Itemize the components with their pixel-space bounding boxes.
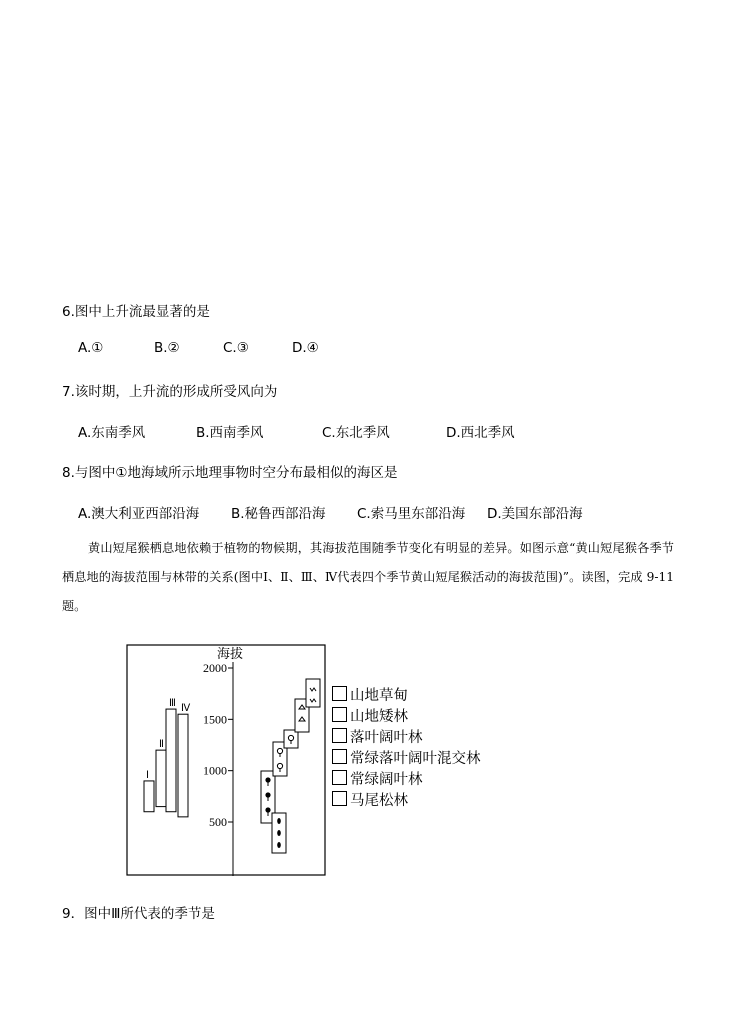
season-label: Ⅲ [169,698,176,710]
option-d: D.西北季风 [446,425,515,441]
pine-icon [332,791,347,806]
evergreen-tree-icon [332,770,347,785]
axis-title: 海拔 [217,646,244,661]
tick-label: 2000 [203,661,227,675]
pine-icon [277,818,281,824]
legend-item [334,768,423,789]
tuft-icon [332,686,347,701]
legend-label: 马尾松林 [350,793,408,809]
season-bar-3 [166,709,176,812]
season-label: Ⅰ [146,769,149,781]
legend-label: 常绿落叶阔叶混交林 [350,751,481,767]
pine-icon [277,842,281,848]
deciduous-tree-icon [332,728,347,743]
tick-label: 1000 [203,763,227,778]
option-b: B.秘鲁西部沿海 [231,506,326,522]
season-label: Ⅳ [181,703,191,715]
dwarf-tree-icon [332,707,347,722]
legend-label: 山地矮林 [350,709,408,725]
tick-label: 500 [209,815,227,829]
belt-deciduous [284,730,298,748]
question-9-stem: 9．图中Ⅲ所代表的季节是 [62,906,215,922]
legend-item [334,705,408,726]
question-6-stem: 6.图中上升流最显著的是 [62,304,210,320]
option-b: B.西南季风 [196,425,264,441]
option-d: D.④ [292,340,319,356]
belt-meadow [306,679,320,707]
mixed-tree-icon [332,749,347,764]
evergreen-tree-icon [265,777,270,782]
season-bar-4 [178,714,188,817]
material-intro [62,534,674,621]
question-7-stem: 7.该时期，上升流的形成所受风向为 [62,384,278,400]
pine-icon [277,830,281,836]
legend-label: 落叶阔叶林 [350,730,423,746]
intro-text: 黄山短尾猴栖息地依赖于植物的物候期，其海拔范围随季节变化有明显的差异。如图示意“黄山短尾猴各季节栖息地的海拔范围与林带的关系(图中Ⅰ、Ⅱ、Ⅲ、Ⅳ代表四个季节黄山短尾猴活动的海拔范围)”。读图，完成 9-11 题。 [62,541,674,613]
legend-item [334,726,423,747]
option-b: B.② [154,340,180,356]
evergreen-tree-icon [265,792,270,797]
question-8-stem: 8.与图中①地海域所示地理事物时空分布最相似的海区是 [62,465,398,481]
vegetation-belts [261,679,320,853]
season-label: Ⅱ [159,739,164,751]
option-a: A.① [78,340,104,356]
legend-label: 常绿阔叶林 [350,772,423,788]
season-bar-2 [156,750,166,806]
option-a: A.东南季风 [78,425,146,441]
figure-chart [126,644,332,878]
legend-item [334,789,408,810]
legend-item [334,684,408,705]
option-c: C.索马里东部沿海 [357,506,466,522]
evergreen-tree-icon [265,807,270,812]
tick-label: 1500 [203,712,227,727]
legend-label: 山地草甸 [350,688,408,704]
option-c: C.③ [223,340,249,356]
season-bar-1 [144,781,154,812]
option-d: D.美国东部沿海 [487,506,583,522]
option-c: C.东北季风 [322,425,390,441]
option-a: A.澳大利亚西部沿海 [78,506,200,522]
legend-item [334,747,481,768]
